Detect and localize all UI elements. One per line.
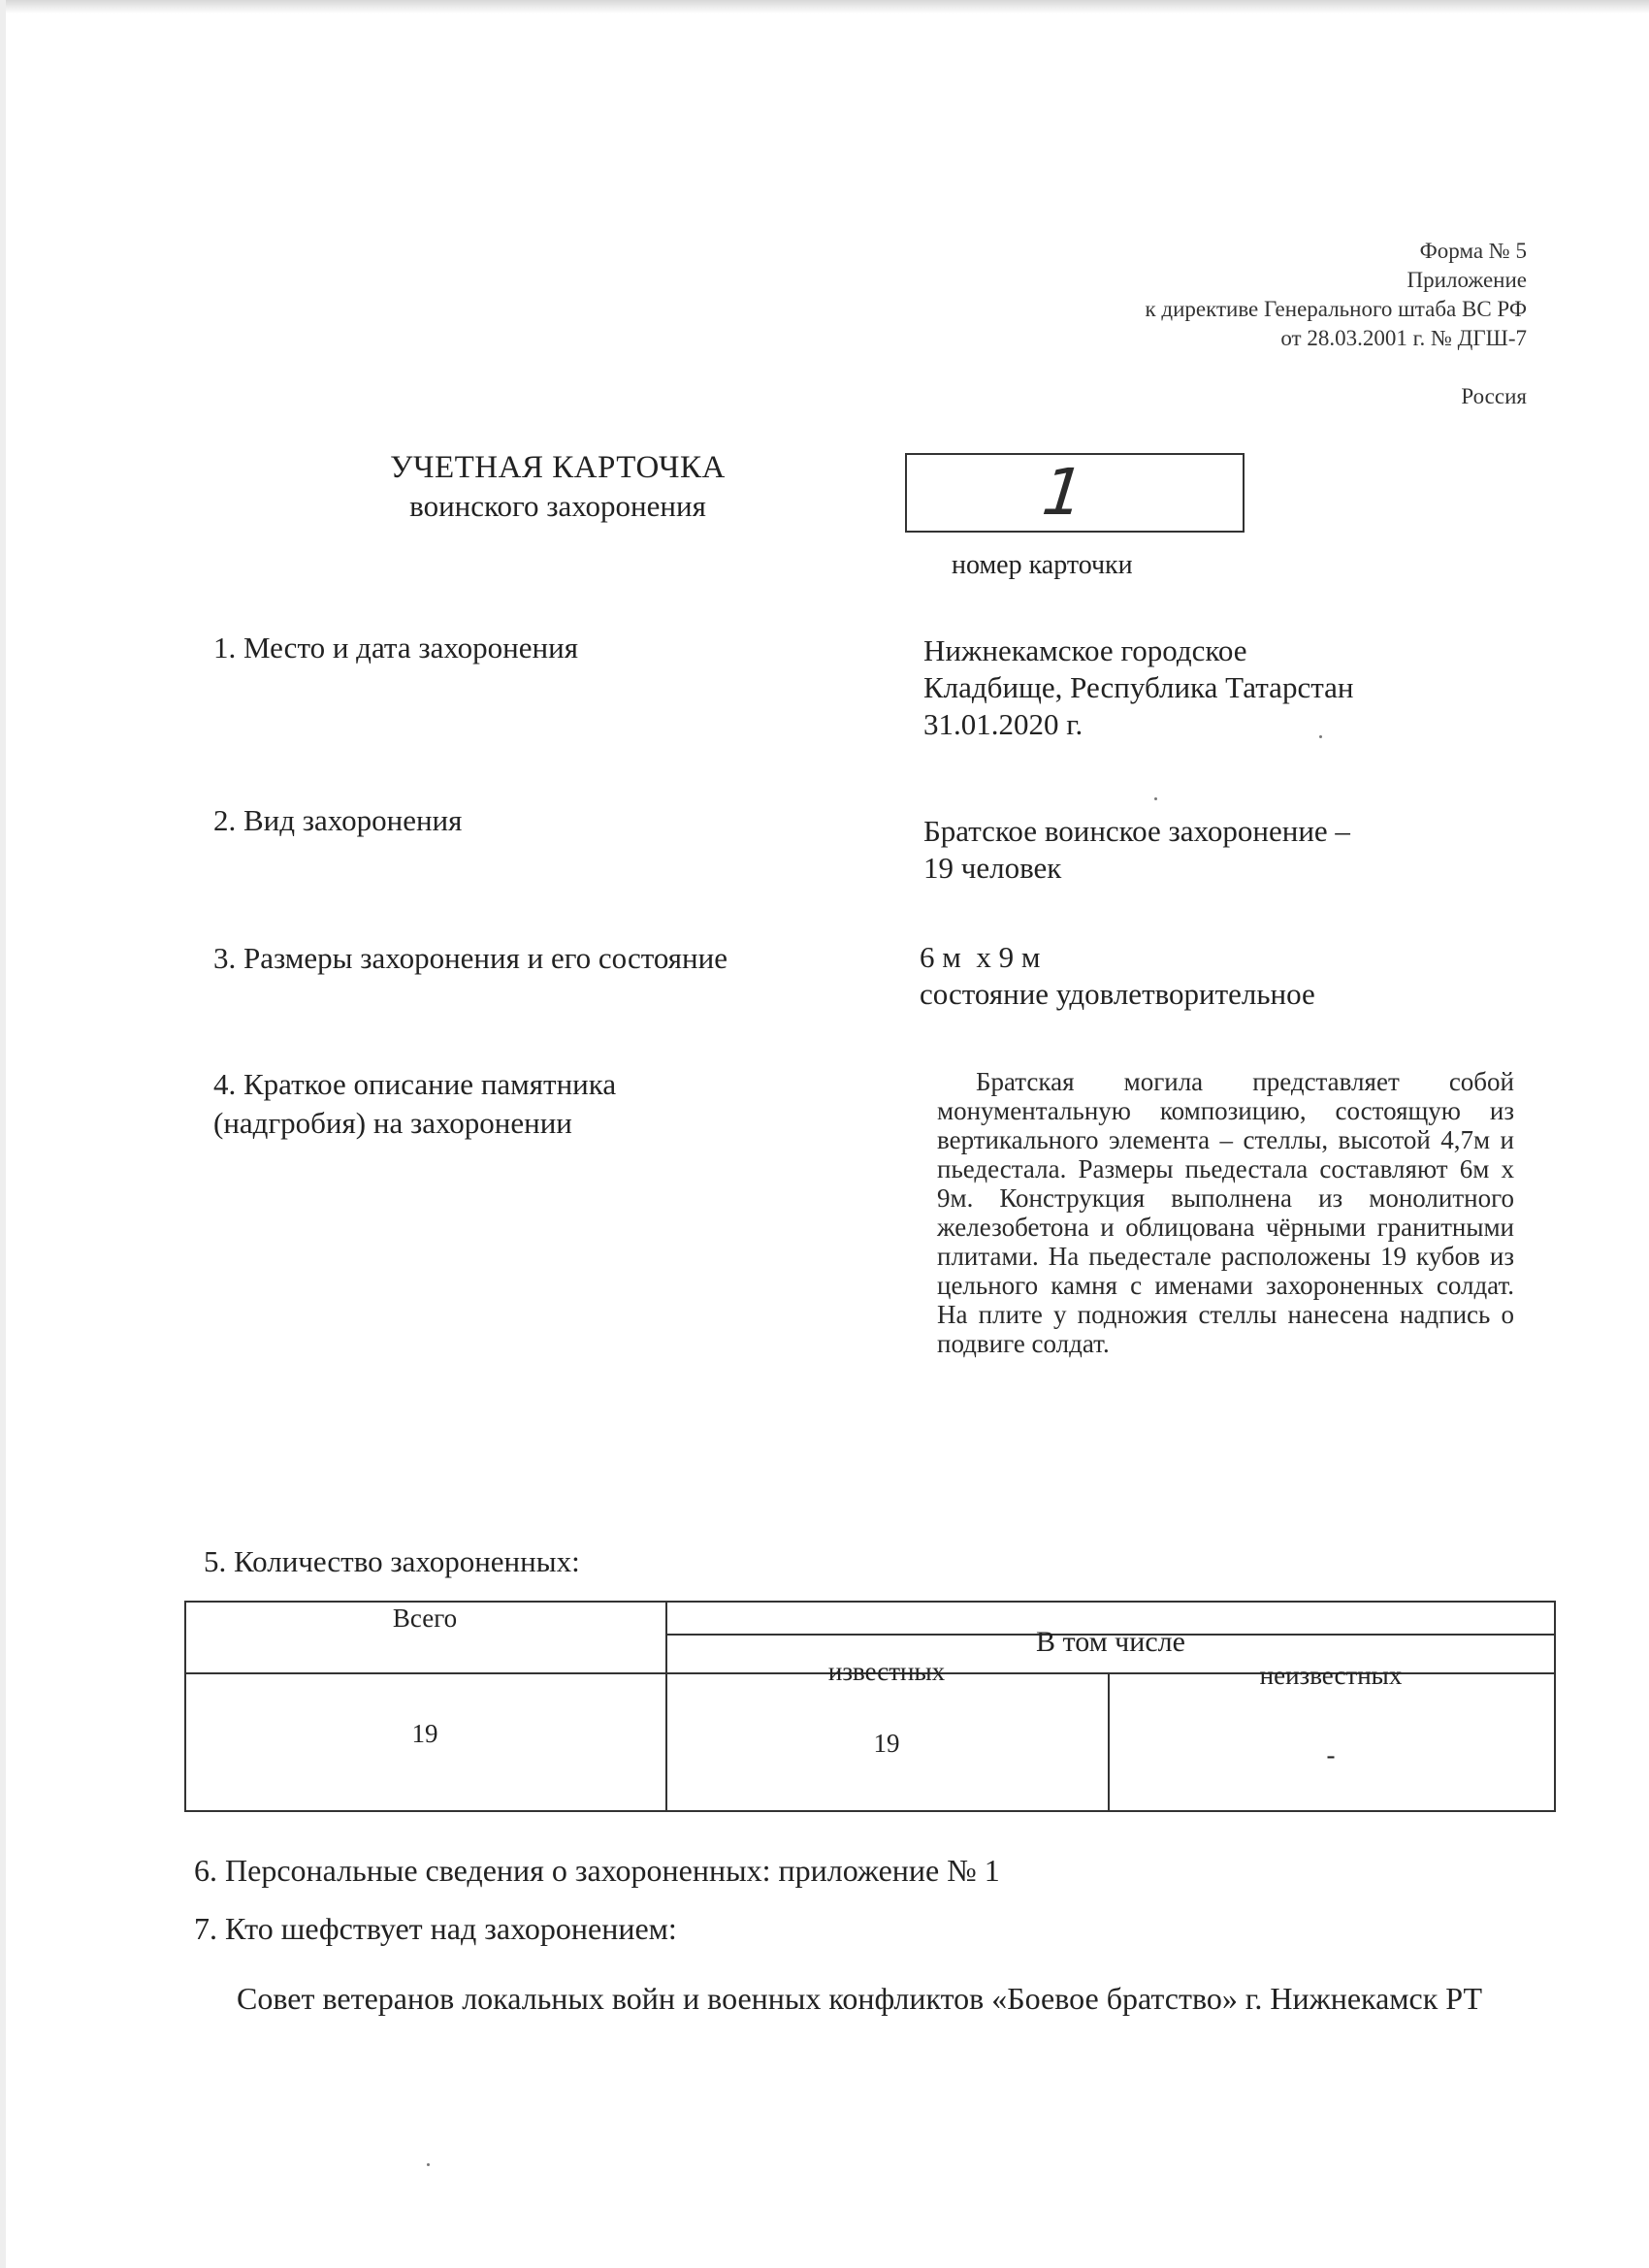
form-number: Форма № 5 bbox=[1419, 239, 1527, 263]
scan-left-edge bbox=[0, 0, 6, 2268]
appendix-label: Приложение bbox=[1406, 268, 1527, 292]
size-state-value bbox=[920, 939, 1315, 1013]
directive-label: к директиве Генерального штаба ВС РФ bbox=[1145, 297, 1527, 321]
description-label-line-2: (надгробия) на захоронении bbox=[213, 1106, 572, 1140]
quantity-table bbox=[184, 1601, 1556, 1812]
burial-condition: состояние удовлетворительное bbox=[920, 977, 1315, 1011]
scan-speck bbox=[427, 2163, 430, 2166]
card-number-label: номер карточки bbox=[952, 550, 1133, 580]
card-number-handwritten: 1 bbox=[1038, 455, 1088, 530]
patron-text: Совет ветеранов локальных войн и военных конфликтов «Боевое братство» г. Нижнекамск РТ bbox=[237, 1981, 1483, 2016]
scan-speck bbox=[1154, 797, 1157, 800]
known-header: известных bbox=[827, 1657, 946, 1686]
card-subtitle: воинского захоронения bbox=[409, 489, 706, 523]
total-header: Всего bbox=[392, 1604, 458, 1633]
personal-info-line: 6. Персональные сведения о захороненных: приложение № 1 bbox=[194, 1853, 1000, 1888]
place-date-label: 1. Место и дата захоронения bbox=[213, 631, 578, 664]
burial-type-line-2: 19 человек bbox=[923, 851, 1062, 885]
card-title-block bbox=[340, 448, 776, 526]
known-value: 19 bbox=[873, 1729, 900, 1758]
place-line-2: Кладбище, Республика Татарстан bbox=[923, 670, 1354, 704]
description-label-line-1: 4. Краткое описание памятника bbox=[213, 1067, 617, 1101]
quantity-label: 5. Количество захороненных: bbox=[204, 1544, 580, 1578]
size-state-label: 3. Размеры захоронения и его состояние bbox=[213, 941, 728, 975]
scan-top-edge bbox=[0, 0, 1649, 14]
patron-label: 7. Кто шефствует над захоронением: bbox=[194, 1911, 677, 1946]
unknown-header: неизвестных bbox=[1259, 1661, 1403, 1690]
card-number-box bbox=[905, 453, 1245, 533]
form-header bbox=[1145, 237, 1527, 411]
scan-speck bbox=[1319, 735, 1322, 738]
monument-description-text: Братская могила представляет собой монументальную композицию, состоящую из вертикального элемента – стеллы, высотой 4,7м и пьедестала. Размеры пьедестала составляют 6м х 9м. Конструкция выполнена из монолитного железобетона и облицована чёрными гранитными плитами. На пьедестале расположены 19 кубов из цельного камня с именами захороненных солдат. На плите у подножия стеллы нанесена надпись о подвиге солдат. bbox=[937, 1067, 1514, 1358]
total-value: 19 bbox=[411, 1719, 438, 1748]
place-date: 31.01.2020 г. bbox=[923, 707, 1083, 741]
card-title: УЧЕТНАЯ КАРТОЧКА bbox=[390, 450, 726, 485]
place-line-1: Нижнекамское городское bbox=[923, 633, 1247, 667]
monument-description-label bbox=[213, 1065, 616, 1143]
place-date-value bbox=[923, 632, 1353, 743]
burial-type-label: 2. Вид захоронения bbox=[213, 803, 463, 837]
burial-dimensions: 6 м х 9 м bbox=[920, 940, 1041, 974]
directive-date: от 28.03.2001 г. № ДГШ-7 bbox=[1280, 326, 1527, 350]
country-label: Россия bbox=[1461, 384, 1527, 408]
including-header: В том числе bbox=[1036, 1626, 1185, 1658]
burial-type-line-1: Братское воинское захоронение – bbox=[923, 814, 1350, 848]
unknown-value: - bbox=[1326, 1740, 1336, 1769]
burial-type-value bbox=[923, 813, 1350, 887]
